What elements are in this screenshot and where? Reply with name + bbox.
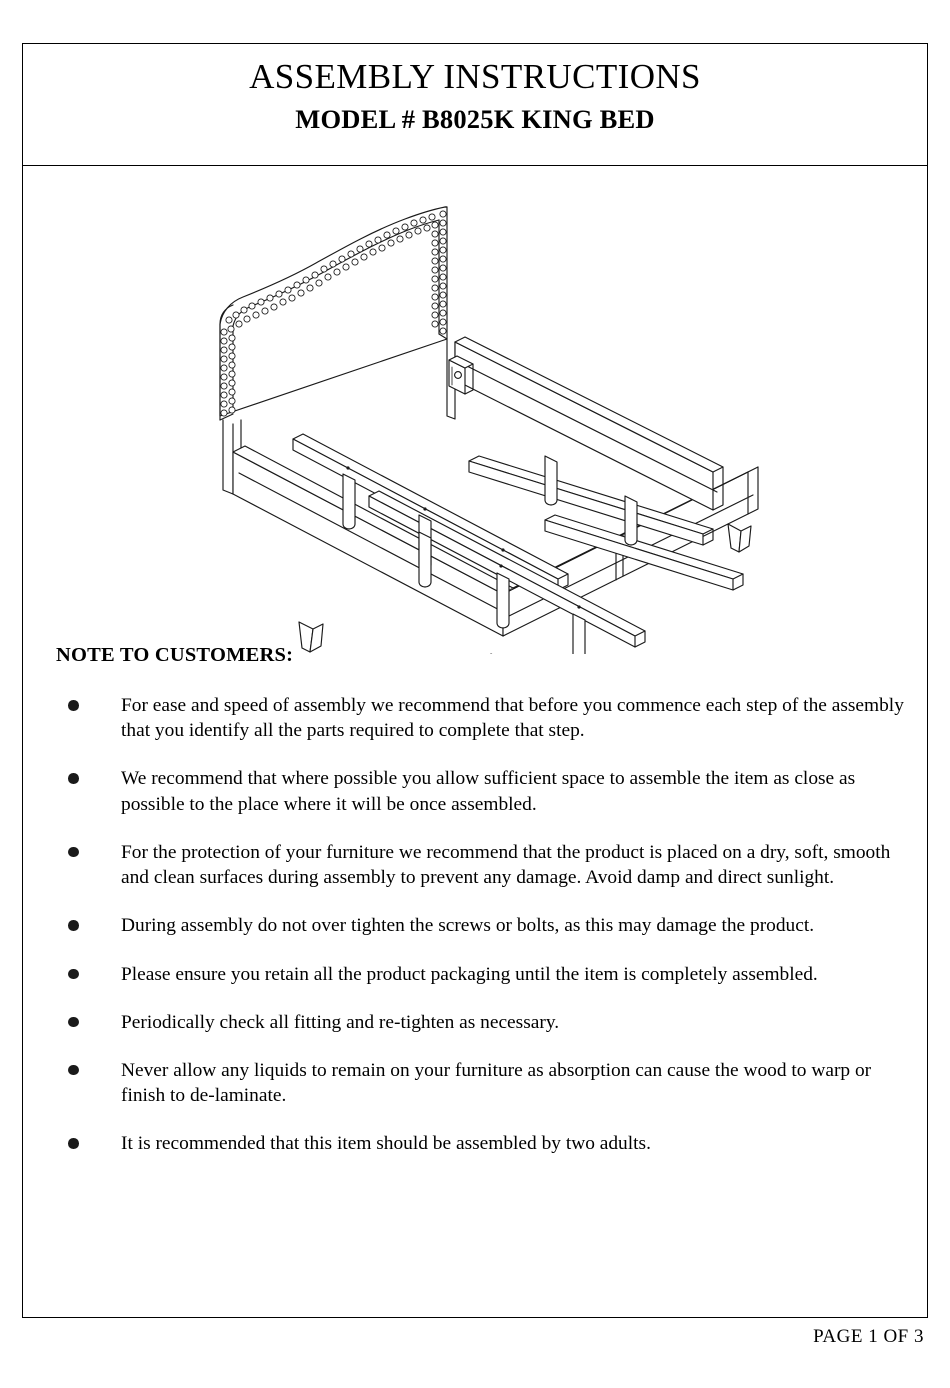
note-text: For the protection of your furniture we recommend that the product is placed on a dry, soft, smooth and clean surfaces during assembly to prevent any damage. Avoid damp and direct sunlight. <box>121 841 891 889</box>
note-item <box>23 1131 929 1156</box>
note-item <box>23 766 929 816</box>
note-text: It is recommended that this item should be assembled by two adults. <box>121 1133 651 1155</box>
support-leg-4 <box>497 573 509 628</box>
title-block <box>23 44 927 166</box>
bed-assembly-diagram <box>173 184 793 654</box>
headboard-panel <box>220 207 447 416</box>
rail-screw-dot <box>499 564 502 567</box>
notes-heading: NOTE TO CUSTOMERS: <box>56 644 294 666</box>
rail-screw-dot <box>346 466 349 469</box>
page-border <box>22 43 928 1318</box>
note-item <box>23 693 929 743</box>
note-item <box>23 1058 929 1108</box>
model-subtitle: MODEL # B8025K KING BED <box>295 103 655 134</box>
note-text: Periodically check all fitting and re-tighten as necessary. <box>121 1011 560 1033</box>
rail-screw-dot <box>501 548 504 551</box>
foot-right-side <box>739 526 751 552</box>
bullet-icon <box>68 700 79 711</box>
bullet-icon <box>68 773 79 784</box>
note-item <box>23 913 929 938</box>
page-number-footer: PAGE 1 OF 3 <box>813 1326 924 1347</box>
rail-screw-dot <box>423 507 426 510</box>
note-text: Never allow any liquids to remain on your furniture as absorption can cause the wood to warp or finish to de-laminate. <box>121 1059 872 1107</box>
bullet-icon <box>68 1017 79 1028</box>
note-item <box>23 840 929 890</box>
bullet-icon <box>68 1138 79 1149</box>
note-text: We recommend that where possible you allow sufficient space to assemble the item as close as possible to the place where it will be once assembled. <box>121 768 856 815</box>
note-text: Please ensure you retain all the product packaging until the item is completely assembled. <box>121 963 818 985</box>
bullet-icon <box>68 969 79 980</box>
right-side-rail-top <box>455 337 723 472</box>
note-item <box>23 1010 929 1035</box>
note-item <box>23 962 929 987</box>
page-title: ASSEMBLY INSTRUCTIONS <box>249 57 701 96</box>
notes-list <box>23 693 929 1157</box>
bullet-icon <box>68 920 79 931</box>
note-text: For ease and speed of assembly we recommend that before you commence each step of the assembly that you identify all the parts required to complete that step. <box>121 695 904 742</box>
support-leg-6 <box>625 496 637 545</box>
support-leg-7 <box>545 456 557 505</box>
footboard-rail-end <box>748 467 758 514</box>
support-leg-1 <box>343 474 355 529</box>
illustration-area <box>23 166 929 666</box>
headboard-left-post <box>223 420 233 494</box>
rail-screw-dot <box>577 605 580 608</box>
support-leg-3 <box>419 532 431 587</box>
bullet-icon <box>68 847 79 858</box>
note-text: During assembly do not over tighten the screws or bolts, as this may damage the product. <box>121 915 815 937</box>
bullet-icon <box>68 1065 79 1076</box>
notes-section <box>23 644 929 1154</box>
